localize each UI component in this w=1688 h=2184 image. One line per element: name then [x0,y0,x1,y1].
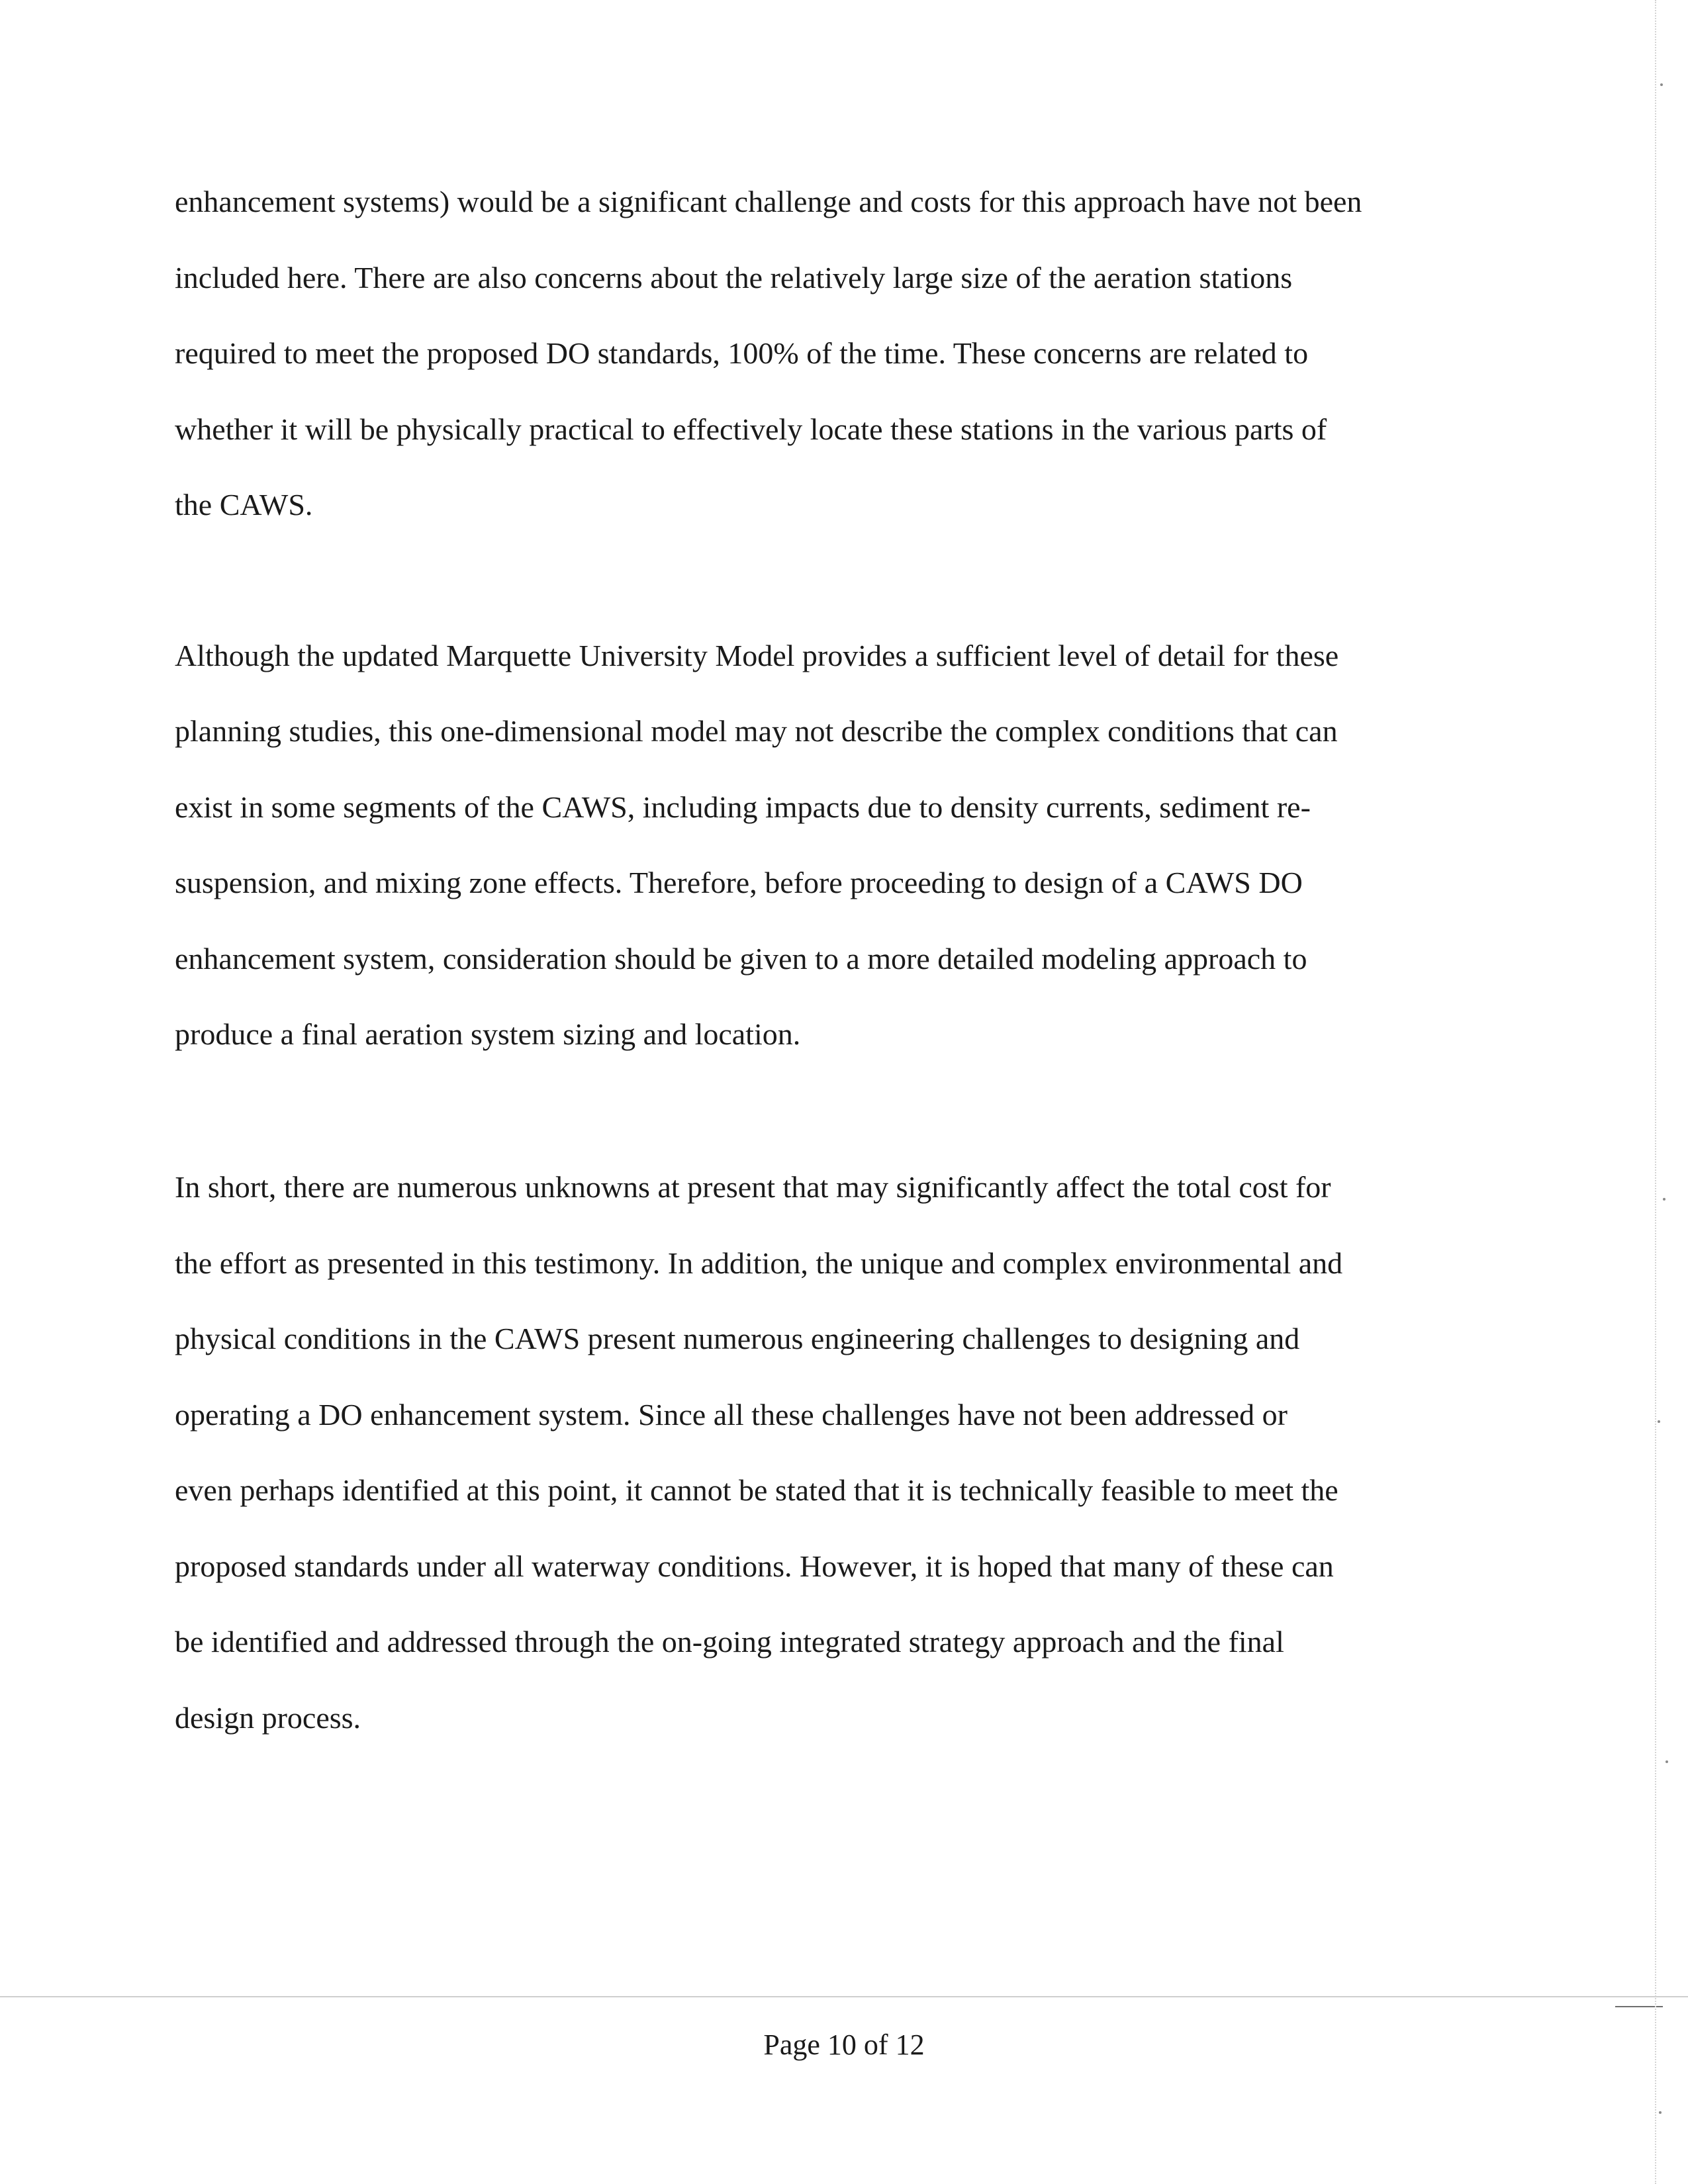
text-line: operating a DO enhancement system. Since all these challenges have not been addressed or [175,1398,1288,1432]
scan-speck [1660,83,1663,86]
page-number: Page 10 of 12 [763,2028,925,2061]
text-line: physical conditions in the CAWS present numerous engineering challenges to designing and [175,1322,1300,1355]
text-line: the effort as presented in this testimony. In addition, the unique and complex environmental and [175,1246,1343,1280]
text-line: Although the updated Marquette University Model provides a sufficient level of detail for these [175,639,1339,672]
scan-edge-artifact [1655,0,1656,2184]
text-line: even perhaps identified at this point, it cannot be stated that it is technically feasible to meet the [175,1473,1338,1507]
text-line: enhancement system, consideration should be given to a more detailed modeling approach to [175,942,1307,976]
scan-speck [1658,1420,1660,1423]
text-line: required to meet the proposed DO standards, 100% of the time. These concerns are related to [175,336,1309,370]
text-line: planning studies, this one-dimensional model may not describe the complex conditions that can [175,714,1338,748]
scan-speck [1663,1198,1665,1201]
text-line: design process. [175,1701,361,1735]
text-line: included here. There are also concerns about the relatively large size of the aeration stations [175,261,1293,295]
text-line: exist in some segments of the CAWS, including impacts due to density currents, sediment re- [175,790,1311,824]
text-line: the CAWS. [175,488,313,522]
text-line: produce a final aeration system sizing and location. [175,1017,801,1051]
footer-divider [0,1996,1688,1997]
text-line: enhancement systems) would be a significant challenge and costs for this approach have not been [175,185,1362,218]
text-line: be identified and addressed through the on-going integrated strategy approach and the final [175,1625,1284,1659]
text-line: suspension, and mixing zone effects. Therefore, before proceeding to design of a CAWS DO [175,866,1303,899]
scan-speck [1659,2111,1662,2114]
scan-speck [1665,1760,1668,1763]
text-line: whether it will be physically practical to effectively locate these stations in the various parts of [175,412,1327,446]
text-line: proposed standards under all waterway conditions. However, it is hoped that many of these can [175,1549,1334,1583]
text-line: In short, there are numerous unknowns at present that may significantly affect the total cost for [175,1170,1331,1204]
